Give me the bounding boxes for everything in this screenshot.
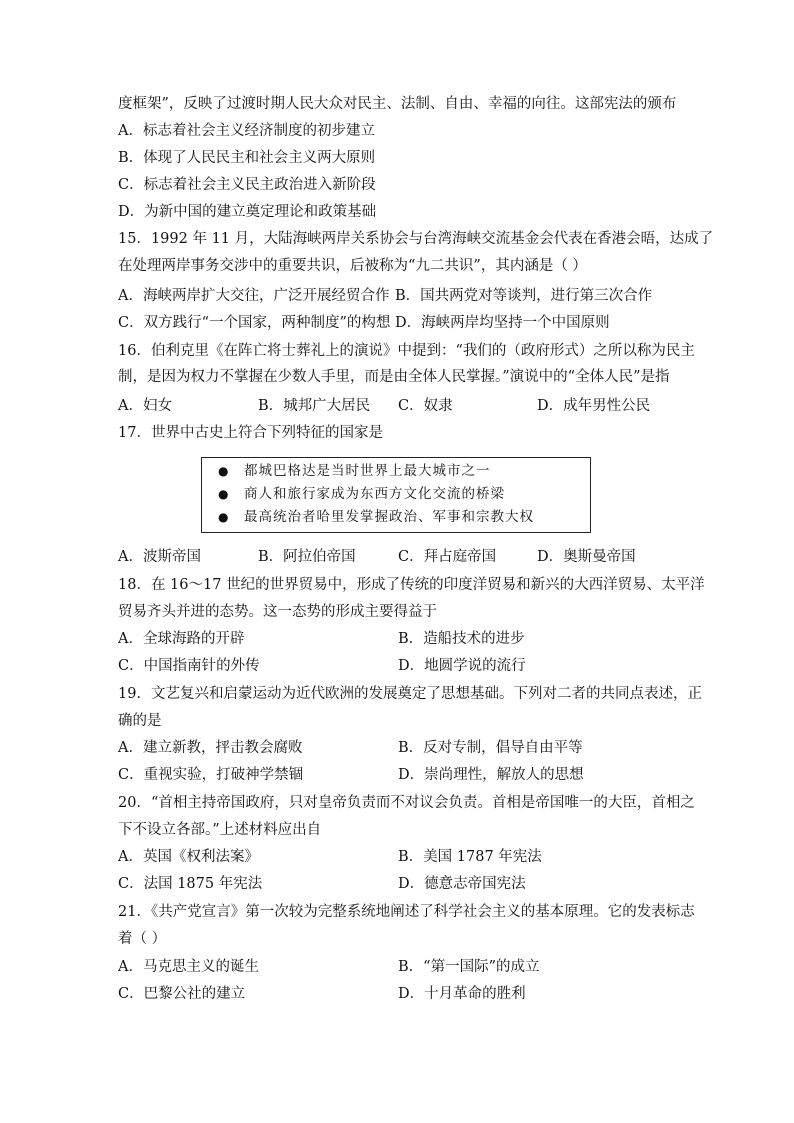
q21-option-d: D．十月革命的胜利 xyxy=(398,986,526,1002)
q17-option-a: A．波斯帝国 xyxy=(118,549,201,565)
feature-item-1: ● 都城巴格达是当时世界上最大城市之一 xyxy=(218,463,491,479)
q19-stem-line1: 19．文艺复兴和启蒙运动为近代欧洲的发展奠定了思想基础。下列对二者的共同点表述，正 xyxy=(118,686,702,702)
q16-option-a: A．妇女 xyxy=(118,398,172,414)
q16-option-d: D．成年男性公民 xyxy=(537,398,651,414)
q18-stem-line1: 18．在 16～17 世纪的世界贸易中，形成了传统的印度洋贸易和新兴的大西洋贸易、太平洋 xyxy=(118,577,705,593)
q15-option-c: C．双方践行“一个国家，两种制度”的构想 xyxy=(118,315,391,331)
feature-item-3: ● 最高统治者哈里发掌握政治、军事和宗教大权 xyxy=(218,509,534,525)
q19-option-b: B．反对专制，倡导自由平等 xyxy=(398,740,583,756)
q16-option-c: C．奴隶 xyxy=(398,398,453,414)
q17-option-b: B．阿拉伯帝国 xyxy=(258,549,356,565)
q15-option-a: A．海峡两岸扩大交往，广泛开展经贸合作 xyxy=(118,288,390,304)
q19-option-c: C．重视实验，打破神学禁锢 xyxy=(118,767,304,783)
q18-option-d: D．地圆学说的流行 xyxy=(398,658,526,674)
q14-option-d: D．为新中国的建立奠定理论和政策基础 xyxy=(118,204,377,220)
q20-option-c: C．法国 1875 年宪法 xyxy=(118,876,263,892)
q18-option-b: B．造船技术的进步 xyxy=(398,631,525,647)
q17-feature-box xyxy=(201,457,591,533)
q18-option-c: C．中国指南针的外传 xyxy=(118,658,260,674)
q21-option-b: B．“第一国际”的成立 xyxy=(398,959,540,975)
q14-option-c: C．标志着社会主义民主政治进入新阶段 xyxy=(118,177,376,193)
q19-option-a: A．建立新教，抨击教会腐败 xyxy=(118,740,303,756)
bullet-icon: ● xyxy=(218,487,230,501)
q15-stem-line1: 15．1992 年 11 月，大陆海峡两岸关系协会与台湾海峡交流基金会代表在香港会晤，达成了 xyxy=(118,231,714,247)
q21-stem-line2: 着（ ） xyxy=(118,931,167,947)
q15-option-b: B．国共两党对等谈判，进行第三次合作 xyxy=(395,288,653,304)
bullet-icon: ● xyxy=(218,464,230,478)
q17-option-c: C．拜占庭帝国 xyxy=(398,549,497,565)
q16-stem-line2: 制，是因为权力不掌握在少数人手里，而是由全体人民掌握。”演说中的“全体人民”是指 xyxy=(118,369,670,385)
q20-option-d: D．德意志帝国宪法 xyxy=(398,876,526,892)
q20-option-b: B．美国 1787 年宪法 xyxy=(398,849,542,865)
q20-stem-line1: 20．“首相主持帝国政府，只对皇帝负责而不对议会负责。首相是帝国唯一的大臣，首相之 xyxy=(118,795,695,811)
q14-stem-end: 度框架”，反映了过渡时期人民大众对民主、法制、自由、幸福的向往。这部宪法的颁布 xyxy=(118,96,677,112)
q18-stem-line2: 贸易齐头并进的态势。这一态势的形成主要得益于 xyxy=(118,604,437,620)
q19-stem-line2: 确的是 xyxy=(118,713,162,729)
q21-stem-line1: 21．《共产党宣言》第一次较为完整系统地阐述了科学社会主义的基本原理。它的发表标志 xyxy=(118,904,695,920)
q21-option-c: C．巴黎公社的建立 xyxy=(118,986,246,1002)
q20-stem-line2: 下不设立各部。”上述材料应出自 xyxy=(118,822,322,838)
q20-option-a: A．英国《权利法案》 xyxy=(118,849,259,865)
q17-stem: 17．世界中古史上符合下列特征的国家是 xyxy=(118,425,383,441)
q19-option-d: D．崇尚理性，解放人的思想 xyxy=(398,767,584,783)
q15-option-d: D．海峡两岸均坚持一个中国原则 xyxy=(395,315,610,331)
q17-option-d: D．奥斯曼帝国 xyxy=(537,549,636,565)
bullet-icon: ● xyxy=(218,510,230,524)
feature-item-2: ● 商人和旅行家成为东西方文化交流的桥梁 xyxy=(218,486,505,502)
q18-option-a: A．全球海路的开辟 xyxy=(118,631,245,647)
q14-option-b: B．体现了人民民主和社会主义两大原则 xyxy=(118,150,376,166)
q16-stem-line1: 16．伯利克里《在阵亡将士葬礼上的演说》中提到：“我们的（政府形式）之所以称为民主 xyxy=(118,343,695,359)
q21-option-a: A．马克思主义的诞生 xyxy=(118,959,259,975)
q16-option-b: B．城邦广大居民 xyxy=(258,398,371,414)
q14-option-a: A．标志着社会主义经济制度的初步建立 xyxy=(118,123,375,139)
q15-stem-line2: 在处理两岸事务交涉中的重要共识，后被称为“九二共识”，其内涵是（ ） xyxy=(118,258,587,274)
